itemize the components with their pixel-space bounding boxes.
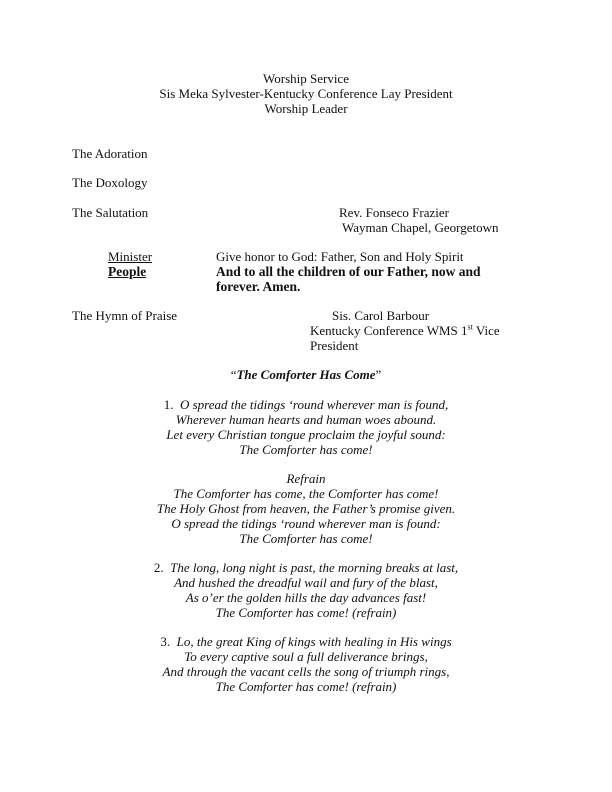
header-line-1: Worship Service [263, 71, 349, 86]
verse-3-line-3: And through the vacant cells the song of triumph rings, [162, 664, 450, 679]
refrain-line-4: The Comforter has come! [239, 531, 373, 546]
verse-3-number: 3. [160, 634, 171, 649]
refrain-line-1: The Comforter has come, the Comforter has come! [173, 486, 439, 501]
verse-1-line-2: Wherever human hearts and human woes abound. [175, 412, 437, 427]
verse-2-line-2: And hushed the dreadful wail and fury of the blast, [174, 575, 438, 590]
verse-3-line-2: To every captive soul a full deliverance brings, [184, 649, 428, 664]
verse-1-line-3: Let every Christian tongue proclaim the joyful sound: [166, 427, 446, 442]
verse-1-line-4: The Comforter has come! [239, 442, 373, 457]
salutation-leader-name: Rev. Fonseco Frazier [339, 205, 449, 220]
hymn-leader-title-prefix: Kentucky Conference WMS 1 [310, 323, 468, 338]
refrain-line-3: O spread the tidings ‘round wherever man is found: [171, 516, 441, 531]
verse-3-line-1 [0, 634, 612, 649]
verse-1-line-1-text: O spread the tidings ‘round wherever man is found, [179, 397, 449, 412]
hymn-leader-title-sup: st [467, 322, 473, 332]
verse-1-number: 1. [163, 397, 174, 412]
doxology-label: The Doxology [72, 175, 148, 190]
people-text-line-1: And to all the children of our Father, now and [216, 264, 481, 279]
hymn-of-praise-label: The Hymn of Praise [72, 308, 178, 323]
minister-label: Minister [108, 249, 153, 264]
people-label: People [108, 264, 147, 279]
verse-3-line-1-text: Lo, the great King of kings with healing in His wings [176, 634, 452, 649]
verse-2-line-1 [0, 560, 612, 575]
hymn-leader-title-line-2: President [310, 338, 359, 353]
people-text-line-2: forever. Amen. [216, 279, 301, 294]
verse-3-line-4: The Comforter has come! (refrain) [215, 679, 397, 694]
header-line-2: Sis Meka Sylvester-Kentucky Conference Lay President [159, 86, 453, 101]
hymn-leader-name: Sis. Carol Barbour [332, 308, 430, 323]
salutation-leader-church: Wayman Chapel, Georgetown [342, 220, 499, 235]
hymn-title-text: The Comforter Has Come [236, 367, 376, 382]
adoration-label: The Adoration [72, 146, 148, 161]
verse-1-line-1 [0, 397, 612, 412]
minister-text: Give honor to God: Father, Son and Holy Spirit [216, 249, 464, 264]
hymn-title-open-quote: “ [230, 367, 237, 382]
salutation-label: The Salutation [72, 205, 149, 220]
verse-2-number: 2. [153, 560, 164, 575]
refrain-line-2: The Holy Ghost from heaven, the Father’s promise given. [156, 501, 456, 516]
verse-2-line-1-text: The long, long night is past, the morning breaks at last, [170, 560, 459, 575]
refrain-heading: Refrain [286, 471, 326, 486]
hymn-leader-title-suffix: Vice [472, 323, 500, 338]
hymn-title [0, 367, 612, 382]
verse-2-line-4: The Comforter has come! (refrain) [215, 605, 397, 620]
header-line-3: Worship Leader [264, 101, 348, 116]
hymn-leader-title [310, 323, 500, 338]
verse-2-line-3: As o’er the golden hills the day advances fast! [185, 590, 427, 605]
hymn-title-close-quote: ” [375, 367, 382, 382]
